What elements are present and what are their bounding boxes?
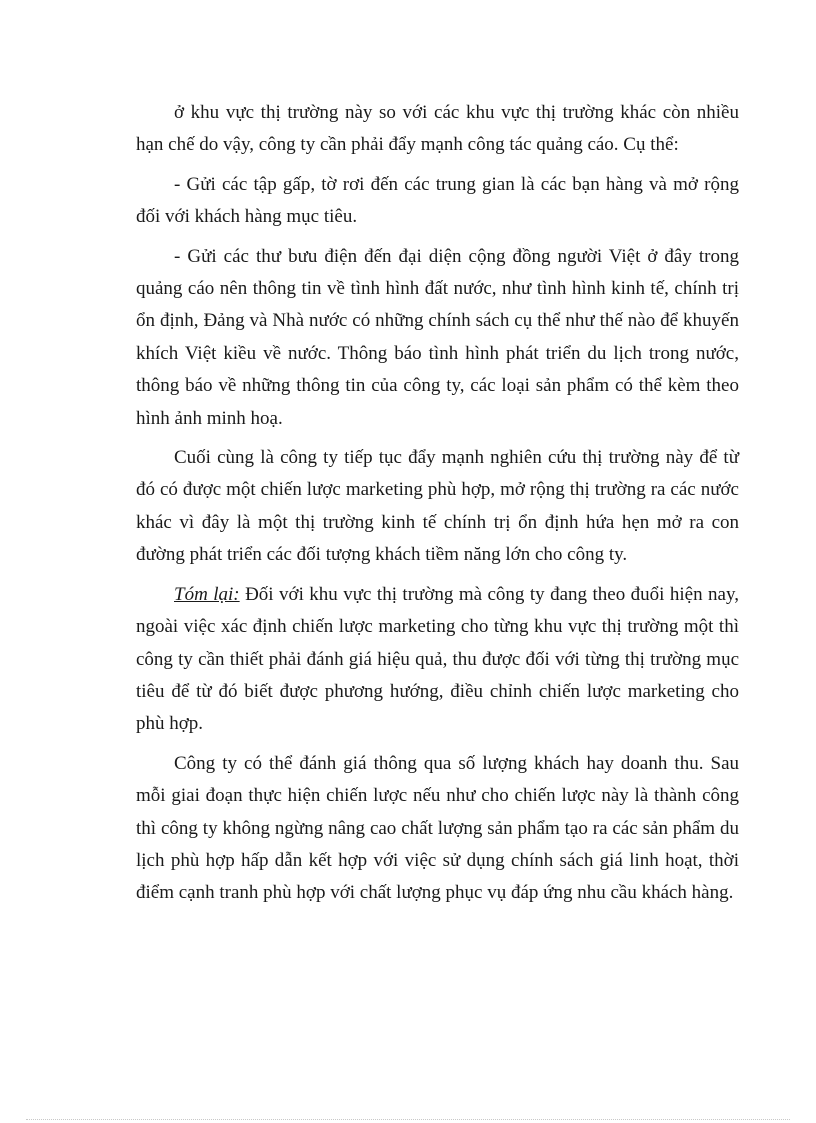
summary-text: Đối với khu vực thị trường mà công ty đang theo đuổi hiện nay, ngoài việc xác định chiến lược marketing cho từng khu vực thị trường một thì công ty cần thiết phải đánh giá hiệu quả, thu được đối với từng thị trường mục tiêu để từ đó biết được phương hướng, điều chỉnh chiến lược marketing cho phù hợp. (136, 583, 739, 735)
summary-lead: Tóm lại: (174, 583, 240, 605)
footer-divider (26, 1119, 790, 1120)
paragraph-bullet-mail: - Gửi các thư bưu điện đến đại diện cộng đồng người Việt ở đây trong quảng cáo nên thông tin về tình hình đất nước, như tình hình kinh tế, chính trị ổn định, Đảng và Nhà nước có những chính sách cụ thể như thế nào để khuyến khích Việt kiều về nước. Thông báo tình hình phát triển du lịch trong nước, thông báo về những thông tin của công ty, các loại sản phẩm có thể kèm theo hình ảnh minh hoạ. (136, 245, 739, 429)
paragraph-bullet-leaflets: - Gửi các tập gấp, tờ rơi đến các trung gian là các bạn hàng và mở rộng đối với khách hàng mục tiêu. (136, 173, 739, 228)
document-body (136, 97, 739, 917)
paragraph-evaluation: Công ty có thể đánh giá thông qua số lượng khách hay doanh thu. Sau mỗi giai đoạn thực hiện chiến lược nếu như cho chiến lược này là thành công thì công ty không ngừng nâng cao chất lượng sản phẩm tạo ra các sản phẩm du lịch phù hợp hấp dẫn kết hợp với việc sử dụng chính sách giá linh hoạt, thời điểm cạnh tranh phù hợp với chất lượng phục vụ đáp ứng nhu cầu khách hàng. (136, 752, 739, 904)
paragraph-intro: ở khu vực thị trường này so với các khu vực thị trường khác còn nhiều hạn chế do vậy, công ty cần phải đẩy mạnh công tác quảng cáo. Cụ thể: (136, 102, 739, 156)
paragraph-conclusion: Cuối cùng là công ty tiếp tục đẩy mạnh nghiên cứu thị trường này để từ đó có được một chiến lược marketing phù hợp, mở rộng thị trường ra các nước khác vì đây là một thị trường kinh tế chính trị ổn định hứa hẹn mở ra con đường phát triển các đối tượng khách tiềm năng lớn cho công ty. (136, 447, 739, 566)
paragraph-summary (136, 579, 739, 741)
